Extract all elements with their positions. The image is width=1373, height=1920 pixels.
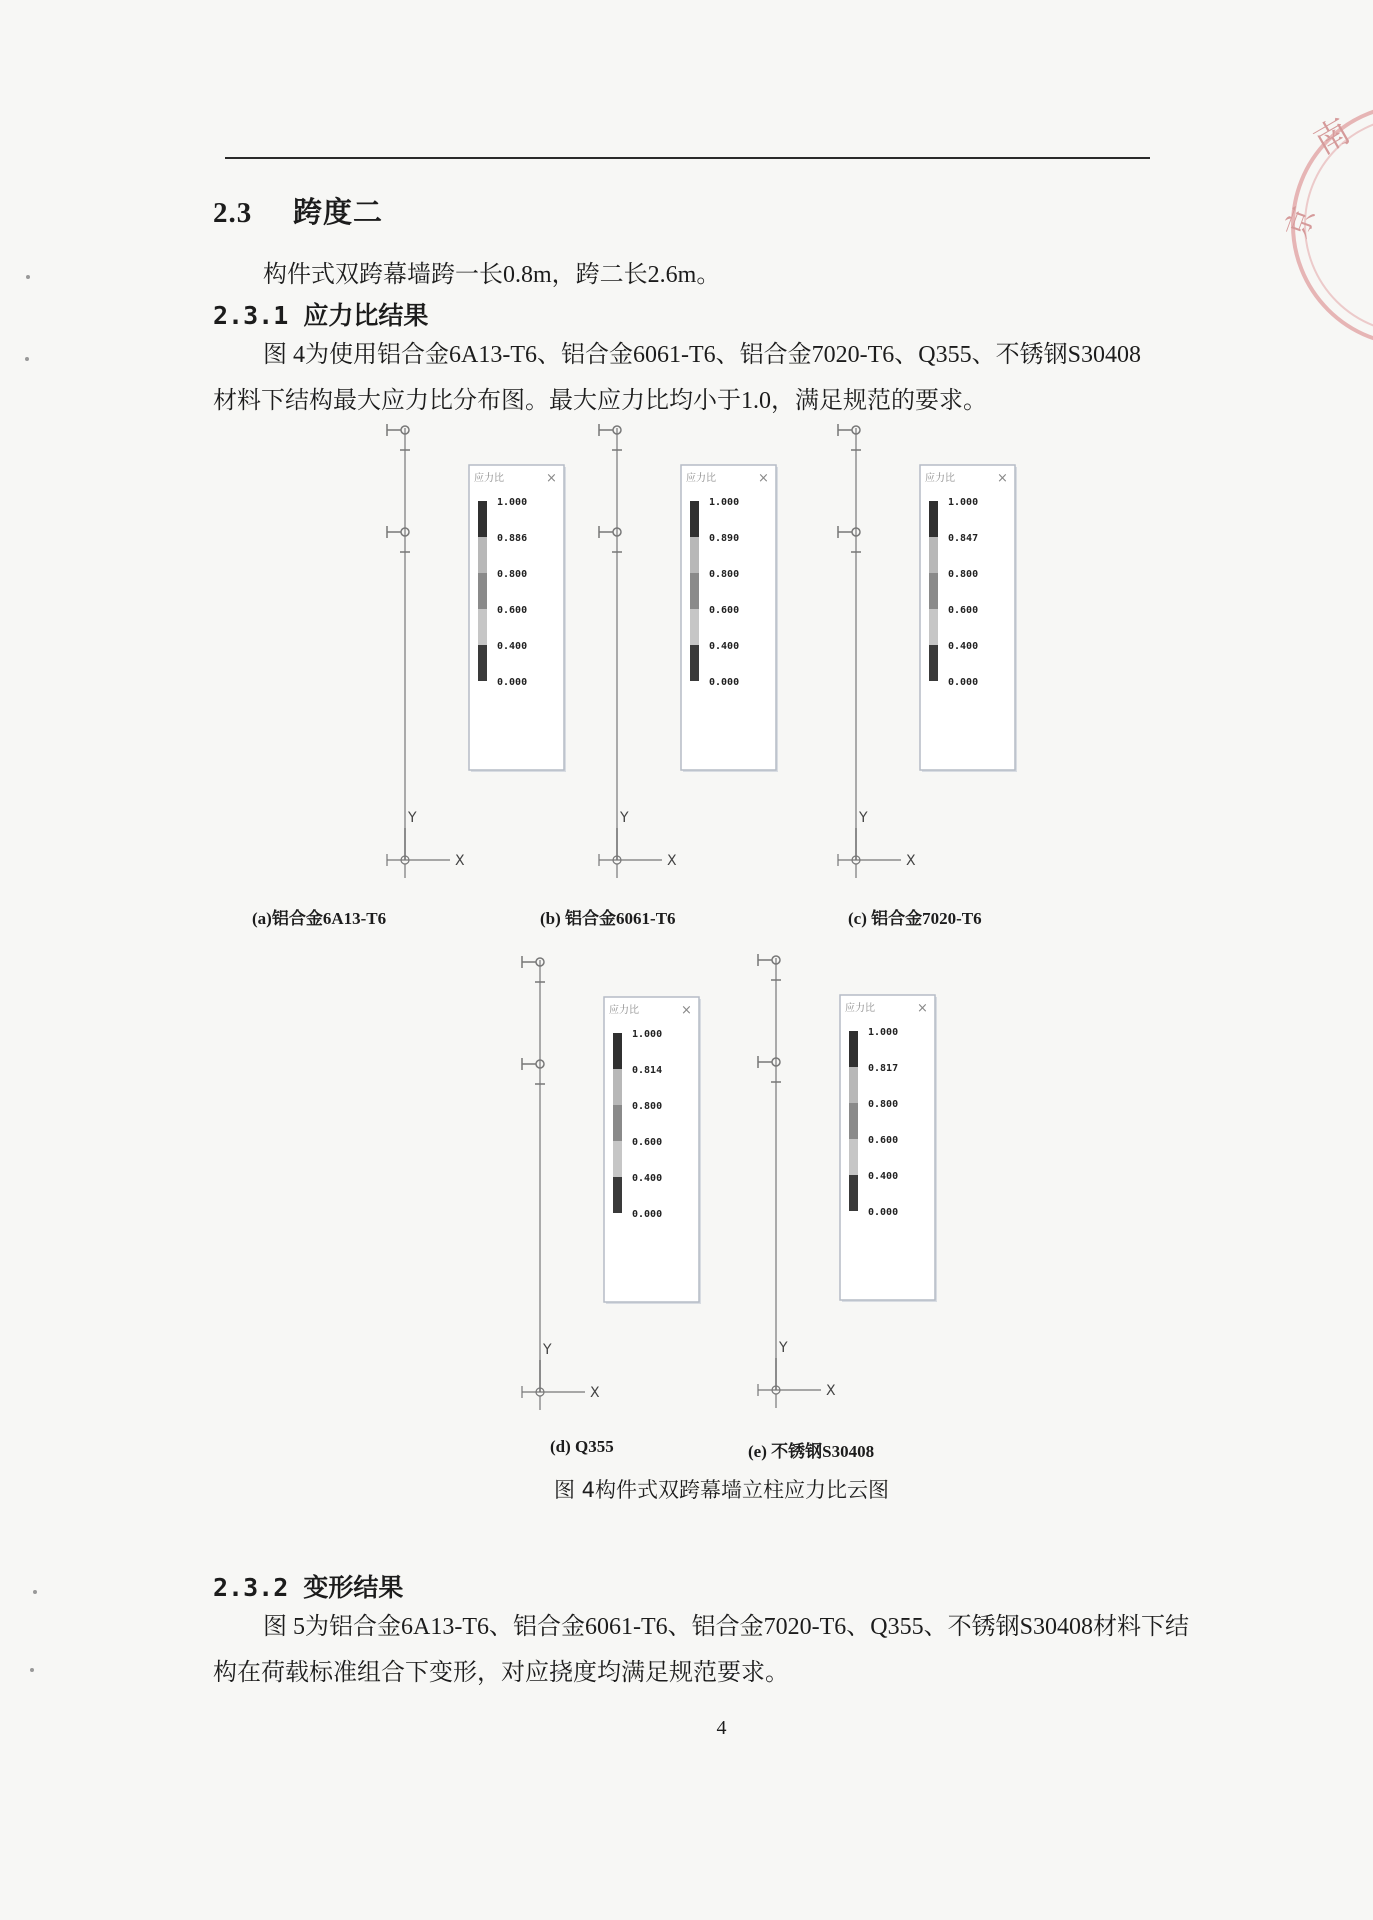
legend-value: 0.800 <box>632 1101 663 1112</box>
legend-value: 0.890 <box>709 533 740 544</box>
legend-color-band <box>613 1141 622 1177</box>
legend-title: 应力比 <box>609 1005 639 1016</box>
deformation-paragraph: 图 5为铝合金6A13-T6、铝合金6061-T6、铝合金7020-T6、Q355、不锈钢S30408材料下结构在荷载标准组合下变形，对应挠度均满足规范要求。 <box>213 1614 1189 1686</box>
stress-diagram <box>515 952 715 1412</box>
section-number: 2.3 <box>213 197 253 229</box>
stress-panel-d <box>515 952 715 1412</box>
legend-color-band <box>849 1103 858 1139</box>
legend-value: 0.400 <box>632 1173 663 1184</box>
x-axis-label: X <box>826 1383 836 1399</box>
legend-value: 0.000 <box>948 677 979 688</box>
legend-value: 0.600 <box>632 1137 663 1148</box>
legend-value: 0.800 <box>948 569 979 580</box>
x-axis-label: X <box>590 1385 600 1401</box>
x-axis-label: X <box>667 853 677 869</box>
legend-value: 0.000 <box>497 677 528 688</box>
legend-close-icon: × <box>546 471 557 486</box>
legend-value: 0.847 <box>948 533 979 544</box>
legend-close-icon: × <box>681 1003 692 1018</box>
legend-color-band <box>478 645 487 681</box>
legend-value: 0.400 <box>868 1171 899 1182</box>
legend-color-band <box>690 645 699 681</box>
scan-speck <box>25 357 29 361</box>
stress-diagram <box>751 950 951 1410</box>
subsection-title: 变形结果 <box>303 1575 404 1602</box>
scan-speck <box>30 1668 34 1672</box>
legend-color-band <box>613 1105 622 1141</box>
legend-color-band <box>690 501 699 537</box>
legend-color-band <box>690 537 699 573</box>
subsection-number: 2.3.2 <box>213 1573 289 1602</box>
section-heading <box>213 190 383 231</box>
y-axis-label: Y <box>859 810 868 826</box>
legend-value: 1.000 <box>497 497 528 508</box>
caption-e: (e) 不锈钢S30408 <box>748 1442 875 1461</box>
stress-panel-e <box>751 950 951 1410</box>
legend-color-band <box>849 1031 858 1067</box>
subsection-title: 应力比结果 <box>303 303 429 330</box>
legend-color-band <box>929 537 938 573</box>
subsection-number: 2.3.1 <box>213 301 289 330</box>
legend-value: 0.600 <box>868 1135 899 1146</box>
svg-text:南: 南 <box>1307 111 1357 163</box>
legend-value: 0.400 <box>948 641 979 652</box>
stress-diagram <box>831 420 1031 880</box>
stress-paragraph: 图 4为使用铝合金6A13-T6、铝合金6061-T6、铝合金7020-T6、Q355、不锈钢S30408材料下结构最大应力比分布图。最大应力比均小于1.0，满足规范的要求。 <box>213 342 1141 414</box>
y-axis-label: Y <box>779 1340 788 1356</box>
legend-value: 0.800 <box>868 1099 899 1110</box>
legend-value: 1.000 <box>868 1027 899 1038</box>
subsection-heading-2 <box>213 1568 403 1604</box>
page-number: 4 <box>716 1717 727 1739</box>
subsection-heading-1 <box>213 296 428 332</box>
legend-title: 应力比 <box>925 473 955 484</box>
legend-value: 0.000 <box>632 1209 663 1220</box>
legend-color-band <box>478 537 487 573</box>
legend-value: 0.000 <box>868 1207 899 1218</box>
caption-c: (c) 铝合金7020-T6 <box>848 909 982 928</box>
svg-text:京: 京 <box>1279 202 1323 243</box>
stress-diagram <box>380 420 580 880</box>
header-rule <box>225 157 1150 159</box>
legend-value: 0.886 <box>497 533 528 544</box>
figure-title: 图 4构件式双跨幕墙立柱应力比云图 <box>553 1478 890 1502</box>
legend-color-band <box>929 609 938 645</box>
legend-value: 1.000 <box>632 1029 663 1040</box>
legend-color-band <box>929 573 938 609</box>
legend-close-icon: × <box>997 471 1008 486</box>
legend-value: 0.600 <box>497 605 528 616</box>
intro-paragraph: 构件式双跨幕墙跨一长0.8m，跨二长2.6m。 <box>263 262 721 288</box>
section-title: 跨度二 <box>293 197 384 229</box>
stress-diagram <box>592 420 792 880</box>
legend-value: 0.400 <box>497 641 528 652</box>
legend-close-icon: × <box>917 1001 928 1016</box>
legend-color-band <box>613 1177 622 1213</box>
y-axis-label: Y <box>620 810 629 826</box>
legend-title: 应力比 <box>474 473 504 484</box>
legend-color-band <box>478 501 487 537</box>
stress-panel-c <box>831 420 1031 880</box>
legend-value: 0.600 <box>948 605 979 616</box>
stress-panel-a <box>380 420 580 880</box>
legend-value: 0.400 <box>709 641 740 652</box>
x-axis-label: X <box>455 853 465 869</box>
caption-d: (d) Q355 <box>550 1437 614 1456</box>
scan-speck <box>26 275 30 279</box>
legend-value: 0.000 <box>709 677 740 688</box>
legend-value: 0.800 <box>709 569 740 580</box>
x-axis-label: X <box>906 853 916 869</box>
legend-value: 1.000 <box>709 497 740 508</box>
stress-panel-b <box>592 420 792 880</box>
legend-close-icon: × <box>758 471 769 486</box>
caption-a: (a)铝合金6A13-T6 <box>252 909 387 928</box>
legend-color-band <box>613 1069 622 1105</box>
caption-b: (b) 铝合金6061-T6 <box>540 909 676 928</box>
legend-value: 1.000 <box>948 497 979 508</box>
legend-value: 0.817 <box>868 1063 899 1074</box>
scan-speck <box>33 1590 37 1594</box>
legend-color-band <box>690 609 699 645</box>
legend-color-band <box>849 1067 858 1103</box>
seal-stamp-fragment <box>1263 85 1373 355</box>
y-axis-label: Y <box>543 1342 552 1358</box>
legend-color-band <box>478 573 487 609</box>
legend-value: 0.600 <box>709 605 740 616</box>
legend-title: 应力比 <box>845 1003 875 1014</box>
legend-color-band <box>929 501 938 537</box>
legend-color-band <box>929 645 938 681</box>
legend-color-band <box>690 573 699 609</box>
legend-value: 0.814 <box>632 1065 663 1076</box>
legend-color-band <box>613 1033 622 1069</box>
legend-title: 应力比 <box>686 473 716 484</box>
legend-color-band <box>849 1175 858 1211</box>
legend-value: 0.800 <box>497 569 528 580</box>
legend-color-band <box>849 1139 858 1175</box>
legend-color-band <box>478 609 487 645</box>
y-axis-label: Y <box>408 810 417 826</box>
